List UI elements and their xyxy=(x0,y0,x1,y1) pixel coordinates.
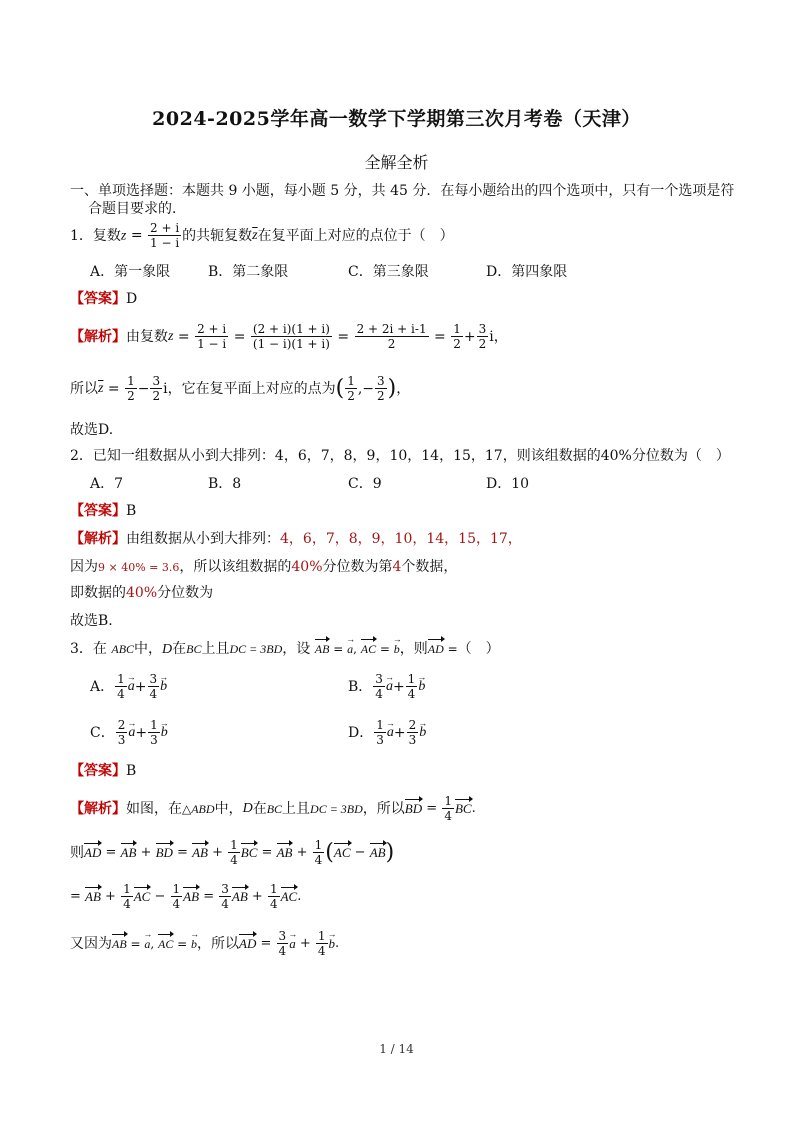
q3-num: 3．在 xyxy=(70,641,107,657)
q2-a1-data: 4，6，7，8，9，10，14，15，17， xyxy=(280,531,522,547)
q3-ad: AD = xyxy=(427,642,458,656)
q2-answer xyxy=(70,502,136,520)
q1-analysis-line1 xyxy=(70,322,508,351)
q3-a1-pre: 如图，在 xyxy=(126,800,182,817)
page-number: 1 / 14 xyxy=(379,1042,414,1056)
q1-option-d: D．第四象限 xyxy=(486,264,568,280)
q3-a1-d: D xyxy=(242,800,253,816)
answer-label: 【答案】 xyxy=(70,291,126,307)
q3-a1-formula: BD = $\frac{1}{4}$ BC . xyxy=(404,794,476,823)
q3-analysis-line2 xyxy=(70,838,394,867)
q2-a3-pct: 40% xyxy=(126,585,158,601)
analysis-label: 【解析】 xyxy=(70,531,126,547)
q3-a1-s3: 上且 xyxy=(282,800,311,817)
q3-cond: DC = 3BD xyxy=(229,642,283,656)
answer-label: 【答案】 xyxy=(70,763,126,779)
q3-s6: （ ） xyxy=(457,641,500,657)
q2-a2-expr: 9 × 40% = 3.6 xyxy=(98,561,180,574)
q3-answer-value: B xyxy=(126,763,137,779)
q3-d: D xyxy=(162,642,173,657)
q3-analysis-line4 xyxy=(70,929,339,958)
q1-zbar: $\overline{z}$ xyxy=(252,228,258,243)
page-subtitle: 全解全析 xyxy=(364,153,429,172)
q3-s2: 在 xyxy=(172,641,187,657)
analysis-label: 【解析】 xyxy=(70,328,126,345)
q3-a4-def: AB = a →, AC = b → xyxy=(112,935,197,953)
q2-option-c: C．9 xyxy=(348,476,382,492)
q3-a1-cond: DC = 3BD xyxy=(310,801,363,816)
page-title: 2024-2025学年高一数学下学期第三次月考卷（天津） xyxy=(152,108,641,130)
q1-a2-formula: $\overline{z}$ = $\frac{1}{2}$ − $\frac{3}{2}$ i xyxy=(98,374,168,403)
q2-a1-pre: 由组数据从小到大排列： xyxy=(126,531,280,547)
q1-conclusion: 故选D. xyxy=(70,422,114,438)
q3-a4-mid: ，所以 xyxy=(197,935,240,952)
q3-vector-def: AB = a →, AC = b → xyxy=(315,642,400,656)
q3-s5: ，则 xyxy=(399,641,428,657)
analysis-label: 【解析】 xyxy=(70,800,126,817)
q1-option-a: A．第一象限 xyxy=(90,264,171,280)
q3-analysis-line3 xyxy=(70,882,301,911)
q3-a1-tri: △ABD xyxy=(182,801,215,816)
q1-option-b: B．第二象限 xyxy=(208,264,289,280)
q3-a2-pre: 则 xyxy=(70,844,84,861)
q3-a1-s4: ，所以 xyxy=(362,800,405,817)
q3-s3: 上且 xyxy=(201,641,230,657)
q2-a3-post: 分位数为 xyxy=(157,585,214,601)
q3-a1-bc: BC xyxy=(266,801,283,816)
q1-mid: 的共轭复数 xyxy=(182,227,253,244)
q1-analysis-line2 xyxy=(70,374,410,403)
q1-a1-pre: 由复数 xyxy=(126,328,168,345)
q2-a2-pre: 因为 xyxy=(70,559,98,575)
answer-label: 【答案】 xyxy=(70,503,126,519)
q2-a2-n: 4 xyxy=(392,559,402,575)
q3-a3-formula: = AB + $\frac{1}{4}$ AC − $\frac{1}{4}$ AB = $\frac{3}{4}$ AB + $\frac{1}{4}$ AC . xyxy=(70,882,302,911)
section-heading-line2: 合题目要求的． xyxy=(88,201,186,217)
q1-answer xyxy=(70,290,137,308)
q3-stem xyxy=(70,640,500,659)
q3-a4-formula: AD = $\frac{3}{4}$ a → + $\frac{1}{4}$ b → . xyxy=(239,929,339,958)
q1-a2-pre: 所以 xyxy=(70,380,98,397)
q2-a2-post3: 个数据， xyxy=(401,559,458,575)
q3-a1-s2: 在 xyxy=(252,800,267,817)
q3-a2-formula: AD = AB + BD = AB + $\frac{1}{4}$ BC = AB + $\frac{1}{4}$ ( AC − AB ) xyxy=(84,838,395,867)
q1-a1-formula: z = $\frac{2 + i}{1 - i}$ = $\frac{(2 + i)(1 + i)}{(1 - i)(1 + i)}$ = $\frac{2 + 2i + i-1}{2}$ = $\frac{1}{2}$ + $\frac{3}{2}$ i， xyxy=(168,322,508,351)
q1-tail: 在复平面上对应的点位于（ ） xyxy=(257,227,454,244)
q1-stem xyxy=(70,221,454,250)
q2-option-b: B．8 xyxy=(208,476,242,492)
q3-tri: ABC xyxy=(111,642,135,656)
q2-a3-pre: 即数据的 xyxy=(70,585,126,601)
q2-a2-post: ，所以该组数据的 xyxy=(179,559,292,575)
q2-a2-post2: 分位数为第 xyxy=(322,559,393,575)
q1-a2-point: ( $\frac{1}{2}$ ,− $\frac{3}{2}$ ) ， xyxy=(335,374,411,403)
q1-answer-value: D xyxy=(126,291,138,307)
q3-analysis-line1 xyxy=(70,794,476,823)
q2-option-a: A．7 xyxy=(90,476,124,492)
q2-conclusion: 故选B. xyxy=(70,613,113,629)
q3-s4: ，设 xyxy=(282,641,311,657)
q2-stem: 2．已知一组数据从小到大排列：4，6，7，8，9，10，14，15，17，则该组数据的40%分位数为（ ） xyxy=(70,448,730,464)
q1-num: 1．复数 xyxy=(70,227,121,244)
q1-a2-mid: ，它在复平面上对应的点为 xyxy=(167,380,336,397)
q3-option-c: C． $\frac{2}{3}$ a → + $\frac{1}{3}$ b → xyxy=(90,718,168,747)
q3-option-d: D． $\frac{1}{3}$ a → + $\frac{2}{3}$ b → xyxy=(348,718,426,747)
q3-bc: BC xyxy=(186,642,202,656)
q3-option-b: B． $\frac{3}{4}$ a → + $\frac{1}{4}$ b → xyxy=(348,672,425,701)
q3-answer xyxy=(70,762,136,780)
q2-a2-pct: 40% xyxy=(291,559,323,575)
q2-answer-value: B xyxy=(126,503,137,519)
q3-a1-s1: 中， xyxy=(214,800,243,817)
q2-analysis-line3 xyxy=(70,584,213,602)
q3-a4-pre: 又因为 xyxy=(70,935,112,952)
q2-option-d: D．10 xyxy=(486,476,530,492)
q1-option-c: C．第三象限 xyxy=(348,264,429,280)
q2-analysis-line1 xyxy=(70,530,522,548)
q3-option-a: A． $\frac{1}{4}$ a → + $\frac{3}{4}$ b → xyxy=(90,672,167,701)
q3-s1: 中， xyxy=(134,641,163,657)
q1-z-formula: z = $\frac{2 + i}{1 - i}$ xyxy=(120,221,180,250)
section-heading-line1: 一、单项选择题：本题共 9 小题，每小题 5 分，共 45 分．在每小题给出的四个选项中，只有一个选项是符 xyxy=(70,183,735,199)
q2-analysis-line2 xyxy=(70,558,457,577)
